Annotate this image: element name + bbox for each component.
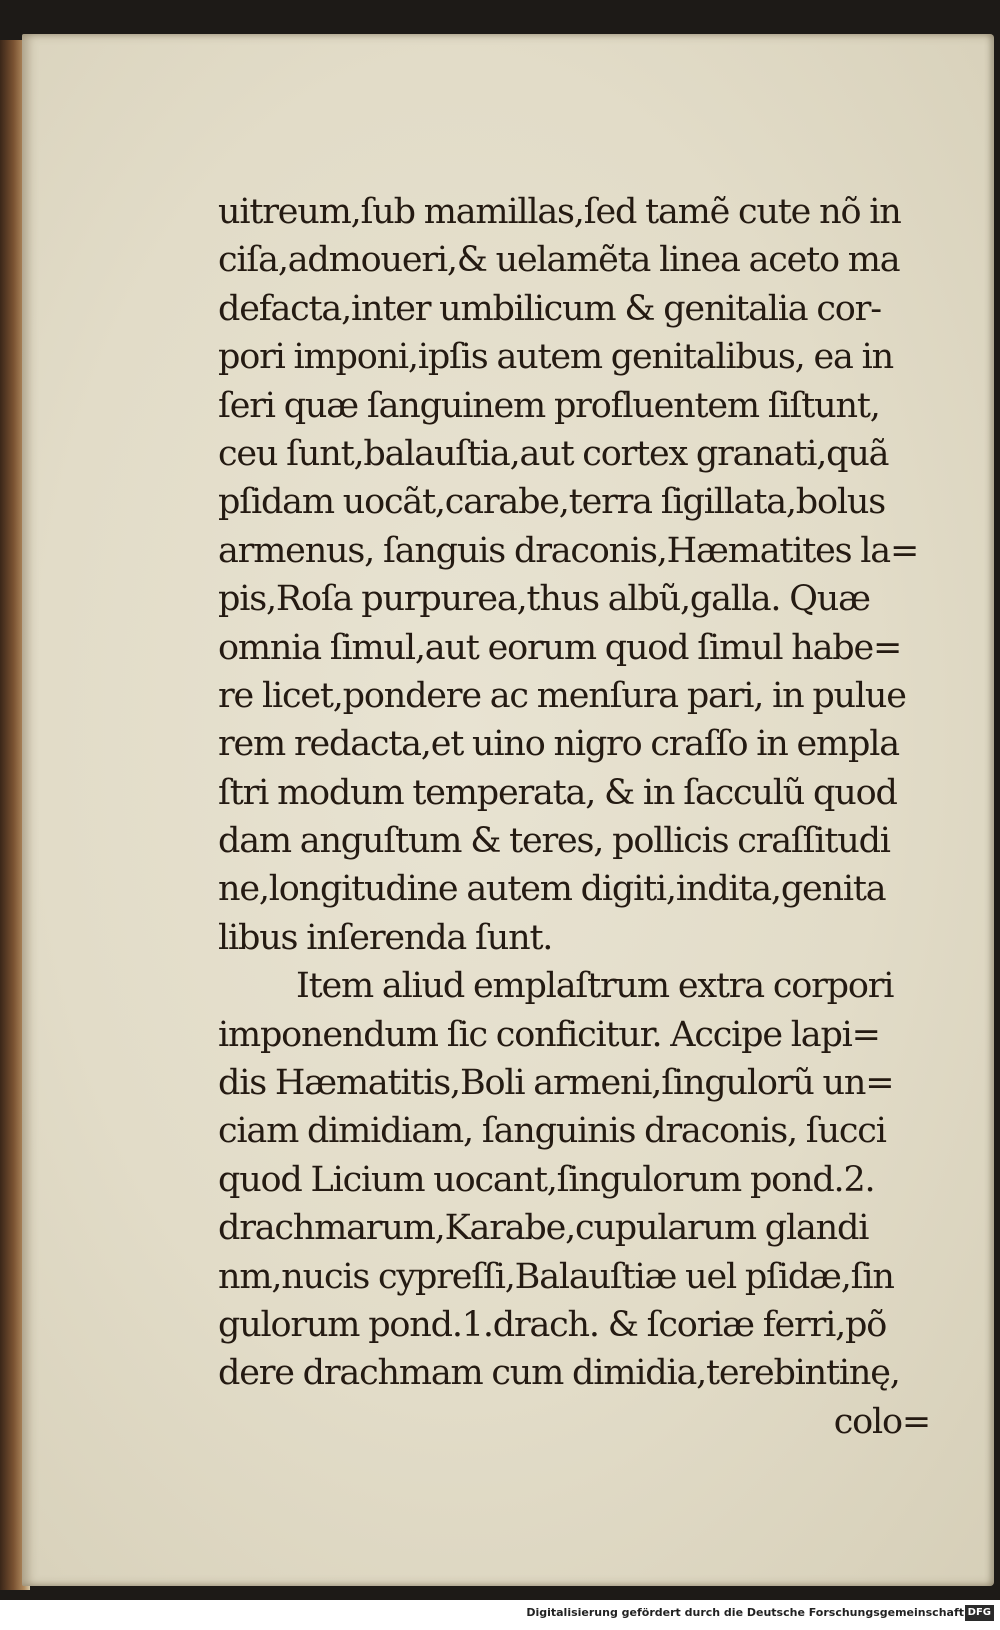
text-line: uitreum,ſub mamillas,ſed tamẽ cute nõ in [218,192,901,232]
text-line: libus inſerenda ſunt. [218,917,553,958]
text-line: quod Licium uocant,ſingulorum pond.2. [218,1159,875,1200]
text-line: omnia ſimul,aut eorum quod ſimul habe= [218,627,902,668]
text-line: imponendum ſic conficitur. Accipe lapi= [218,1014,880,1055]
funding-credit: Digitalisierung gefördert durch die Deutsche Forschungsgemeinschaft [526,1606,964,1619]
text-line: defacta,inter umbilicum & genitalia cor- [218,288,881,329]
text-line: ſeri quæ ſanguinem profluentem ſiſtunt, [218,385,880,426]
text-line: dam anguſtum & teres, pollicis craſſitudi [218,821,890,862]
text-line: gulorum pond.1.drach. & ſcoriæ ferri,põ [218,1304,887,1345]
text-line: drachmarum,Karabe,cupularum glandi [218,1208,869,1249]
text-line: rem redacta,et uino nigro craſſo in empla [218,724,899,765]
text-line: armenus, ſanguis draconis,Hæmatites la= [218,530,919,571]
text-line: ſtri modum temperata, & in ſacculũ quod [218,772,897,813]
text-line: pori imponi,ipſis autem genitalibus, ea in [218,337,893,378]
text-line: ne,longitudine autem digiti,indita,genita [218,869,886,910]
text-line: pſidam uocãt,carabe,terra ſigillata,bolus [218,482,885,523]
catchword: colo= [833,1401,930,1442]
text-line: dis Hæmatitis,Boli armeni,ſingulorũ un= [218,1063,894,1104]
text-line: ciſa,admoueri,& uelamẽta linea aceto ma [218,240,900,281]
text-line: re licet,pondere ac menſura pari, in pulue [218,675,906,716]
footer-bar [0,1600,1000,1630]
text-line: dere drachmam cum dimidia,terebintinę, [218,1353,900,1394]
text-line: Item aliud emplaſtrum extra corpori [296,966,894,1007]
text-block [218,188,938,1446]
text-line: ciam dimidiam, ſanguinis draconis, ſucci [218,1111,886,1152]
dfg-logo: DFG [965,1605,994,1621]
text-line: pis,Roſa purpurea,thus albũ,galla. Quæ [218,579,870,620]
text-line: ceu ſunt,balauſtia,aut cortex granati,quã [218,433,889,474]
text-line: nm,nucis cypreſſi,Balauſtiæ uel pſidæ,ſin [218,1256,894,1297]
